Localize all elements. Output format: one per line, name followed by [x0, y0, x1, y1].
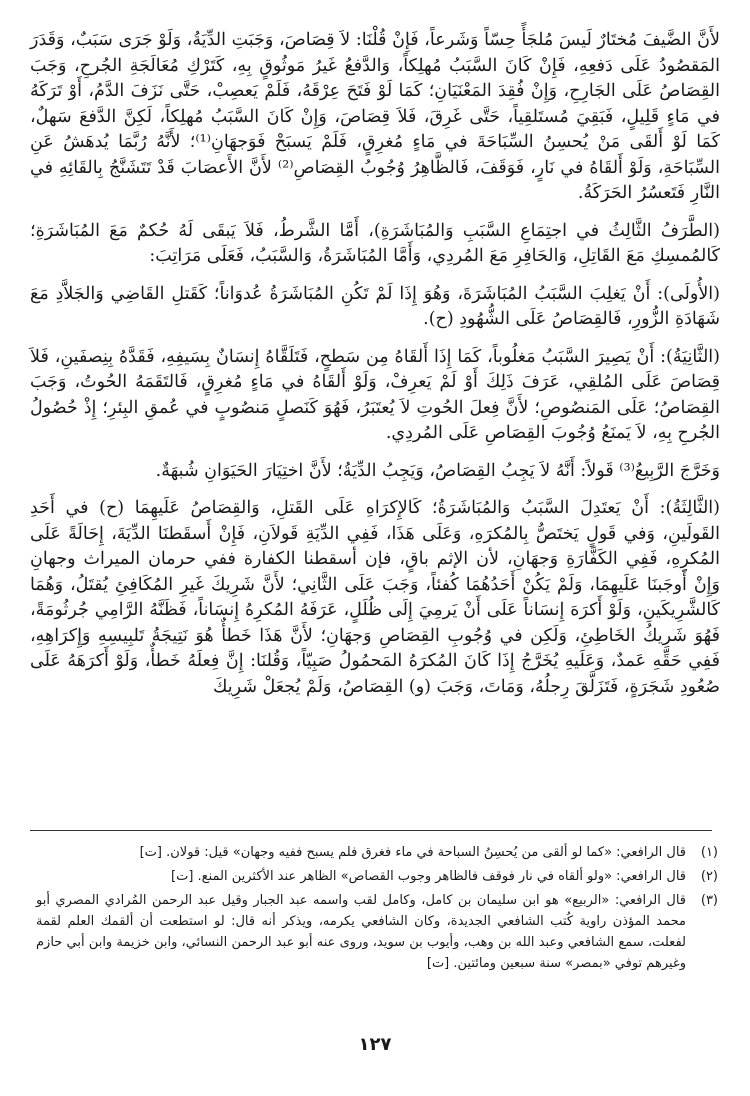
footnote-2 [36, 866, 718, 887]
footnote-number: (٢) [700, 869, 718, 884]
footnote-3 [36, 890, 718, 974]
paragraph-6: (الثَّالِثَةُ): أَنْ يَعتَدِلَ السَّبَبُ وَالمُبَاشَرَةُ؛ كَالإِكرَاهِ عَلَى القَتلِ، وَالقِصَاصُ عَلَيهِمَا (ح) في أَحَدِ القَولَينِ، وَفي قَولٍ يَختَصُّ بِالمُكرَهِ، وَعَلَى هَذَا، فَفِي الدِّيَةِ قَولاَنِ، فَإِنْ أَسقَطنَا الدِّيَةَ، إِحَالَةً عَلَى المُكرِهِ، فَفِي الكَفَّارَةِ وَجهَانِ، لأن الإثم باقٍ، فإن أسقطنا الكفارة ففي حرمان الميراث وجهانِ وَإِنْ أَوجَبنَا عَلَيهِمَا، وَلَمْ يَكُنْ أَحَدُهُمَا كُفئاً، وَجَبَ عَلَى الثَّانِي؛ لأَنَّ شَرِيكَ غَيرِ المُكَافِئِ يُقتَلُ، وَهُمَا كَالشَّرِيكَينِ، وَلَوْ أَكرَهَ إِنسَاناً عَلَى أَنْ يَرمِيَ إِلَى ظُلَلٍ، عَرَفَهُ المُكرِهُ إِنسَاناً، فَظَنَّهُ الرَّامِي جُرثُومَةً، فَهُوَ شَرِيكُ الخَاطِئِ، وَلَكِن في وُجُوبِ القِصَاصِ وَجهَانِ؛ لأَنَّ هَذَا خَطأٌ هُوَ نَتِيجَةُ تَلبِيسِهِ وَإِكرَاهِهِ، فَفِي حَقِّهِ عَمدٌ، وَعَلَيهِ يُخَرَّجُ إِذَا كَانَ المُكرَهُ المَحمُولُ صَبِيّاً، وَقُلنَا: إِنَّ فِعلَهُ خَطأٌ، وَلَوْ أَكرَهَهُ عَلَى صُعُودِ شَجَرَةٍ، فَتَزَلَّقَ رِجلُهُ، وَمَاتَ، وَجَبَ (و) القِصَاصُ، وَلَمْ يُجعَلْ شَرِيكَ [30, 498, 720, 697]
footnote-number: (١) [700, 845, 718, 860]
paragraph-3: (الأُولَى): أَنْ يَغلِبَ السَّبَبُ المُبَاشَرَةَ، وَهُوَ إِذَا لَمْ تَكُنِ المُبَاشَرَةُ عُدوَاناً؛ كَقَتلِ القَاضِي وَالجَلاَّدِ مَعَ شَهَادَةِ الزُّورِ، فَالقِصَاصُ عَلَى الشُّهُودِ (ح). [30, 283, 720, 329]
paragraph-1: لأَنَّ الضَّيفَ مُختَارٌ لَيسَ مُلجَأً حِسّاً وَشَرعاً، فَإِنْ قُلْنَا: لاَ قِصَاصَ، وَجَبَتِ الدِّيَةُ، وَلَوْ جَرَى سَبَبٌ، وَقَدَرَ المَقصُودُ عَلَى دَفعِهِ، فَإِنْ كَانَ السَّبَبُ مُهلِكاً، وَالدَّفعُ غَيرُ مَوثُوقٍ بِهِ، كَتَرْكِ مُعَالَجَةِ الجُرحِ، وَجَبَ القِصَاصُ عَلَى الجَارِحِ، وَإِنْ فُقِدَ المَعْنَيَانِ؛ كَمَا لَوْ فَتَحَ عِرْقَهُ، فَلَمْ يَعصِبْ، حَتَّى نَزَفَ الدَّمُ، أَوْ تَرَكَهُ في مَاءٍ قَلِيلٍ، فَبَقِيَ مُستَلقِياً، حَتَّى غَرِقَ، فَلاَ قِصَاصَ، وَإِنْ كَانَ السَّبَبُ مُهلِكاً، لَكِنَّ الدَّفعَ سَهلٌ، كَمَا لَوْ أَلقَى مَنْ يُحسِنُ السِّبَاحَةَ في مَاءٍ مُغرِقٍ، فَلَمْ يَسبَحْ فَوَجهَانِ⁽¹⁾؛ لأَنَّهُ رُبَّمَا يُدهَشُ عَنِ السِّبَاحَةِ، وَلَوْ أَلقَاهُ في نَارٍ، فَوَقَفَ، فَالظَّاهِرُ وُجُوبُ القِصَاصِ⁽²⁾ لأَنَّ الأَعصَابَ قَدْ تَتَشَنَّجُ بِالقَائِهِ في النَّارِ فَتَعسُرُ الحَرَكَةُ. [30, 30, 720, 203]
main-text [30, 28, 720, 700]
footnote-1 [36, 842, 718, 863]
paragraph-5: وَخَرَّجَ الرَّبِيعُ⁽³⁾ قَولاً: أَنَّهُ لاَ يَجِبُ القِصَاصُ، وَيَجِبُ الدِّيَةُ؛ لأَنَّ اختِيَارَ الحَيَوَانِ شُبهَةٌ. [155, 460, 720, 481]
footnote-text: قال الرافعي: «ولو ألقاه في نار فوقف فالظاهر وجوب القصاص» الظاهر عند الأكثرين المنع. [ت] [171, 869, 686, 884]
footnotes [36, 842, 718, 977]
page-body [30, 28, 720, 712]
page-number: ١٢٧ [358, 1034, 392, 1055]
paragraph-4: (الثَّانِيَةُ): أَنْ يَصِيرَ السَّبَبُ مَغلُوباً، كَمَا إِذَا أَلقَاهُ مِن سَطحٍ، فَتَلَقَّاهُ إِنسَانٌ بِسَيفِهِ، فَقَدَّهُ بِنِصفَينِ، فَلاَ قِصَاصَ عَلَى المُلقِي، عَرَفَ ذَلِكَ أَوْ لَمْ يَعرِفْ، وَلَوْ أَلقَاهُ في مَاءٍ مُغرِقٍ، فَالتَقَمَهُ الحُوتُ، وَجَبَ القِصَاصُ؛ عَلَى المَنصُوصِ؛ لأَنَّ فِعلَ الحُوتِ لاَ يُعتَبَرُ، فَهُوَ كَنَصلٍ مَنصُوبٍ في عُمقِ البِئرِ؛ إِذْ حُصُولُ الجُرحِ بِهِ، لاَ يَمنَعُ وُجُوبَ القِصَاصِ عَلَى المُردِي. [30, 346, 720, 443]
footnote-text: قال الرافعي: «كما لو ألقى من يُحسِنُ السباحة في ماء فغرق فلم يسبح ففيه وجهان» قيل: قولان. [ت] [139, 845, 686, 860]
footnote-number: (٣) [700, 893, 718, 908]
footnote-separator [30, 830, 712, 831]
footnote-text: قال الرافعي: «الربيع» هو ابن سليمان بن كامل، وكامل لقب واسمه عبد الجبار وقيل عبد الرحمن المُرادي المصري أبو محمد المؤذن راوية كُتب الشافعي الجديدة، وكان الشافعي يكرمه، ويذكر أنه قال: لو استطعت أن ألقمك العلم لقمة لفعلت، سمع الشافعي وعبد الله بن وهب، وأيوب بن سويد، وروى عنه أبو عبد الرحمن النسائي، وابن خزيمة وابن أبي حازم وغيرهم توفي «بمصر» سنة سبعين ومائتين. [ت] [36, 893, 686, 971]
paragraph-2: (الطَّرَفُ الثَّالِثُ في اجتِمَاعِ السَّبَبِ وَالمُبَاشَرَةِ)، أَمَّا الشَّرطُ، فَلاَ يَبقَى لَهُ حُكمٌ مَعَ المُبَاشَرَةِ؛ كَالمُمسِكِ مَعَ القَاتِلِ، وَالحَافِرِ مَعَ المُردِي، وَأَمَّا المُبَاشَرَةُ، وَالسَّبَبُ، فَعَلَى مَرَاتِبَ: [30, 220, 720, 266]
